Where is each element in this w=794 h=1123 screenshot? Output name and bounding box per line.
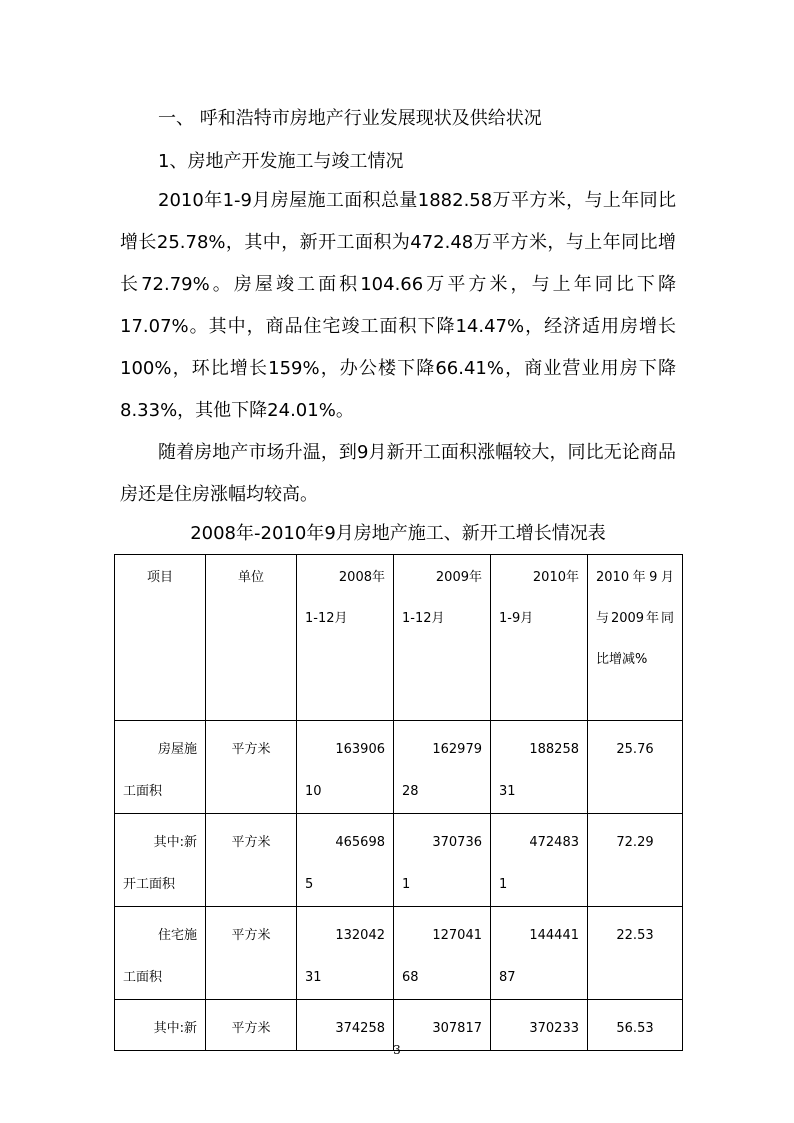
- header-2009-period: 1-12月: [402, 611, 445, 626]
- row-item-line1: 其中:新: [153, 1021, 197, 1036]
- header-2008-year: 2008年: [338, 570, 385, 585]
- row-unit: 平方米: [206, 721, 297, 814]
- value-line1: 144441: [529, 928, 579, 943]
- value-line2: 1: [402, 877, 411, 892]
- header-2010-year: 2010年: [532, 570, 579, 585]
- row-change: 56.53: [588, 1000, 683, 1051]
- row-item-line1: 房屋施: [157, 742, 197, 757]
- row-unit: 平方米: [206, 1000, 297, 1051]
- table-title: 2008年-2010年9月房地产施工、新开工增长情况表: [190, 523, 606, 544]
- row-value-2010: [491, 814, 588, 907]
- value-line1: 307817: [432, 1021, 482, 1036]
- value-line1: 465698: [335, 835, 385, 850]
- row-item-line1: 其中:新: [153, 835, 197, 850]
- row-unit: 平方米: [206, 907, 297, 1000]
- value-line1: 374258: [335, 1021, 385, 1036]
- row-value-2008: [297, 814, 394, 907]
- table-row: [115, 907, 683, 1000]
- row-value-2010: [491, 721, 588, 814]
- value-line2: 1: [499, 877, 508, 892]
- body-paragraph-construction: 2010年1-9月房屋施工面积总量1882.58万平方米，与上年同比增长25.78%，其中，新开工面积为472.48万平方米，与上年同比增长72.79%。房屋竣工面积104.66万平方米，与上年同比下降17.07%。其中，商品住宅竣工面积下降14.47%，经济适用房增长100%，环比增长159%，办公楼下降66.41%，商业营业用房下降8.33%，其他下降24.01%。: [120, 190, 676, 421]
- value-line1: 188258: [529, 742, 579, 757]
- row-item-line2: 开工面积: [123, 877, 176, 892]
- row-item-line2: 工面积: [123, 784, 163, 799]
- value-line2: 87: [499, 970, 516, 985]
- header-2009: [394, 555, 491, 721]
- value-line1: 132042: [335, 928, 385, 943]
- subsection-heading: 1、房地产开发施工与竣工情况: [158, 151, 404, 172]
- table-row: [115, 814, 683, 907]
- row-value-2009: [394, 907, 491, 1000]
- section-heading: 一、 呼和浩特市房地产行业发展现状及供给状况: [158, 108, 542, 129]
- value-line1: 370736: [432, 835, 482, 850]
- row-change: 25.76: [588, 721, 683, 814]
- value-line1: 162979: [432, 742, 482, 757]
- row-value-2008: [297, 907, 394, 1000]
- table-row: [115, 721, 683, 814]
- value-line2: 31: [499, 784, 516, 799]
- header-2009-year: 2009年: [435, 570, 482, 585]
- header-2008-period: 1-12月: [305, 611, 348, 626]
- table-header-row: [115, 555, 683, 721]
- header-2010: [491, 555, 588, 721]
- row-item-line2: 工面积: [123, 970, 163, 985]
- row-change: 72.29: [588, 814, 683, 907]
- row-item: [115, 907, 206, 1000]
- value-line1: 163906: [335, 742, 385, 757]
- page-number: 3: [393, 1043, 401, 1057]
- header-2008: [297, 555, 394, 721]
- header-unit: 单位: [206, 555, 297, 721]
- value-line2: 68: [402, 970, 419, 985]
- row-item: [115, 814, 206, 907]
- row-value-2009: [394, 721, 491, 814]
- row-item: [115, 721, 206, 814]
- value-line2: 10: [305, 784, 322, 799]
- value-line1: 472483: [529, 835, 579, 850]
- row-item-line1: 住宅施: [157, 928, 197, 943]
- row-unit: 平方米: [206, 814, 297, 907]
- value-line2: 28: [402, 784, 419, 799]
- row-change: 22.53: [588, 907, 683, 1000]
- body-paragraph-market: 随着房地产市场升温，到9月新开工面积涨幅较大，同比无论商品房还是住房涨幅均较高。: [120, 442, 676, 505]
- row-value-2009: [394, 814, 491, 907]
- value-line1: 370233: [529, 1021, 579, 1036]
- value-line1: 127041: [432, 928, 482, 943]
- header-2010-period: 1-9月: [499, 611, 534, 626]
- construction-growth-table: [114, 554, 683, 1051]
- header-item: 项目: [115, 555, 206, 721]
- header-change: 2010年9月与2009年同比增减%: [588, 555, 683, 721]
- value-line2: 31: [305, 970, 322, 985]
- row-value-2008: [297, 721, 394, 814]
- value-line2: 5: [305, 877, 314, 892]
- row-value-2010: [491, 907, 588, 1000]
